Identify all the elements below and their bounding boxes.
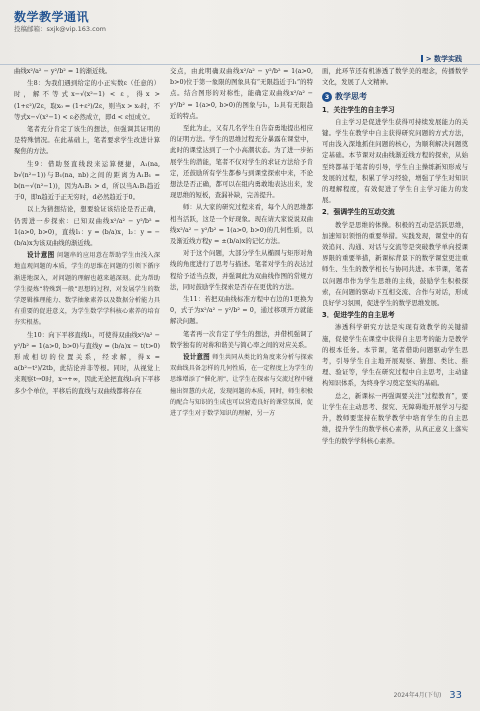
section-heading — [322, 91, 468, 102]
text-column-3 — [322, 66, 468, 448]
design-intent-label: 设计意图 — [27, 251, 58, 260]
body-paragraph: 渗透科学研究方法是实现有效教学的关键措施，促使学生在课堂中获得自主思考的能力是教学的根本任务。本节课，笔者借助问题驱动学生思考，引导学生自主地开展观察、猜想、类比、推理、验证等，学生在研究过程中自主思考，主动建构知识体系，为终身学习奠定坚实的基础。 — [322, 323, 468, 388]
design-intent-paragraph — [14, 250, 160, 328]
body-paragraph: 对于这个问题，大部分学生从椭圆与矩形对角线的角度进行了思考与描述。笔者对学生的表达过程给予适当点拨，并强调此为双曲线作图的常规方法，同时鼓励学生探索是否存在更优的方法。 — [170, 249, 313, 291]
body-paragraph: 至此为止，又有几名学生自告奋勇地提出相应的证明方法。学生的思维过程充分暴露在课堂中，此时的课堂达到了一个小高潮状态。为了进一步拓展学生的潜能，笔者不仅对学生的求证方法给予肯定，还鼓励所有学生都参与到课堂探索中来，不论想法是否正确，都可以在组内勇敢地表达出来，发现思维的短板，查漏补缺，完善提升。 — [170, 124, 313, 200]
section-bar-icon — [421, 55, 423, 62]
subsection-heading: 3．促进学生的自主思考 — [322, 311, 395, 320]
section-heading-text: 教学思考 — [335, 92, 367, 102]
design-intent-text: 师生共同从类比的角度来分析与探索双曲线具备怎样的几何性质，在一定程度上为学生的思维增添了“催化剂”，让学生在探索与交流过程中碰撞出智慧的火花，发现问题的本质，同时，师生积极的配合与知识的生成也可以营造良好的课堂氛围，促进了学生对于数学知识的理解，另一方 — [170, 354, 314, 418]
body-paragraph: 曲线x²/a² − y²/b² = 1的渐近线。 — [14, 67, 112, 75]
design-intent-text: 问题串的应用意在帮助学生由浅入深地直观问题的本质，学生的思维在问题的引领下循序渐进地深入，对问题的理解也越来越深刻。此为帮助学生提炼“特殊到一般”思想的过程，对发展学生的数学逻辑推理能力、数学抽象素养以及数据分析能力具有重要的促进意义，为学生数学学科核心素养的培育夯实根基。 — [14, 252, 161, 327]
design-intent-paragraph — [170, 352, 313, 419]
text-column-2 — [170, 66, 313, 420]
body-paragraph: 面，此环节还有机渗透了数学美的理念，传播数学文化，发展了人文精神。 — [322, 67, 468, 87]
body-paragraph: 生11：若把双曲线标准方程中右边的1更换为0，式子为x²/a² − y²/b² = 0，通过移项开方就能解决问题。 — [170, 295, 313, 326]
body-paragraph: 生8：为我们遇到给定的小正实数ε（任意的）时，解不等式x−√(x²−1) < ε，得x > (1+ε²)/2ε，取x₀ = (1+ε²)/2ε，则当x > x₀时，不等式x−√(x²−1) < ε必然成立，即d < ε恒成立。 — [14, 79, 160, 121]
issue-date: 2024年4月(下旬) — [393, 692, 442, 699]
subsection-heading: 2．强调学生的互动交流 — [322, 208, 395, 217]
body-paragraph: 生9：借助竖直线段来运算便捷，A₁(na, b√(n²−1))与B₁(na, nb)之间的距离为A₁B₁ = b(n−√(n²−1))，因为A₁B₁ > d，所以当A₁B₁趋近于0，即n趋近于正无穷时，d必然趋近于0。 — [14, 159, 160, 202]
section-number-icon: 3 — [322, 92, 332, 102]
page-number: 33 — [449, 690, 462, 701]
body-paragraph: 以上为猜想结论，想要验证该结论是否正确，仍需进一步探索：已知双曲线x²/a² − y²/b² = 1(a>0, b>0)，直线l₁：y = (b/a)x，l₂：y = −(b/a)x为该双曲线的渐近线。 — [14, 205, 160, 248]
page-footer — [394, 690, 462, 701]
header-divider — [0, 64, 480, 65]
body-paragraph: 总之，新课标一再强调要关注“过程教育”，要让学生在主动思考、探究、无障碍地开展学习与提升，教师要坚持在数学教学中培育学生的自主思维，提升学生的数学核心素养，从真正意义上落实学生的数学学科核心素养。 — [322, 391, 468, 445]
submission-email: 投稿邮箱：sxjk@vip.163.com — [14, 25, 107, 33]
body-paragraph: 交点，由此明确双曲线x²/a² − y²/b² = 1(a>0, b>0)位于第一象限的图象具有“无限趋近于l₁”的特点。结合图形的对称性，能确定双曲线x²/a² − y²/b² = 1(a>0, b>0)的图象与l₁，l₂具有无限趋近的特点。 — [170, 67, 313, 120]
body-paragraph: 笔者充分肯定了该生的想法，但强调其证明的是特殊情况。在此基础上，笔者要求学生改进计算聚焦的方法。 — [14, 125, 160, 156]
subsection-heading: 1．关注学生的自主学习 — [322, 105, 395, 114]
body-paragraph: 笔者再一次肯定了学生的想法，并借机强调了数学独有的对称和谐美与简心率之间的对应关系。 — [170, 329, 313, 349]
journal-title: 数学教学通讯 — [14, 10, 90, 24]
body-paragraph: 教学是思维的体操。积极的互动是活跃思维，加速知识领悟的重要举措。实践发现，课堂中的有效追问、沟通、对话与交流等是突破教学单向授课界限的重要举措，新课标背景下的数学课堂更注重师生、生生的教学相长与协同共进。本节课，笔者以问题串作为学生思维的主线，鼓励学生积极探索，在问题的驱动下互相交流、合作与对话，形成良好学习氛围，促进学生的数学思维发展。 — [322, 220, 468, 308]
body-paragraph: 生10：向下平移直线l₁，可使得双曲线x²/a² − y²/b² = 1(a>0, b>0)与直线y = (b/a)x − t(t>0)形成相切的位置关系，经求解，得x = a(b²−t²)/2tb，此结论并非等根。同时，从视觉上来观察t→0时，x→+∞，因此无论把直线l₁向下平移多少个单位，平移后的直线与双曲线都将存在 — [14, 330, 160, 395]
body-paragraph: 自主学习是促进学生获得可持续发展能力的关键。学生在教学中自主获得研究问题的方式方法，可由浅入深地抓住问题的核心，为顺利解决问题奠定基础。本节课对双曲线渐近线方程的探索，从始至终都基于笔者的引导，学生自主操练新知形成与发展的过程，积累了学习经验，增强了学生对知识的理解程度，有效促进了学生自主学习能力的发展。 — [322, 117, 468, 205]
section-text: > 数学实践 — [425, 55, 462, 63]
section-label — [421, 54, 462, 64]
design-intent-label: 设计意图 — [183, 353, 213, 362]
body-paragraph: 师：从大家的研究过程来看，每个人的思维都相当活跃，这是一个好现象。现在请大家说说双曲线x²/a² − y²/b² = 1(a>0, b>0)的几何性质，以及渐近线方程y = ±(b/a)x的记忆方法。 — [170, 203, 313, 246]
text-column-1 — [14, 66, 160, 398]
